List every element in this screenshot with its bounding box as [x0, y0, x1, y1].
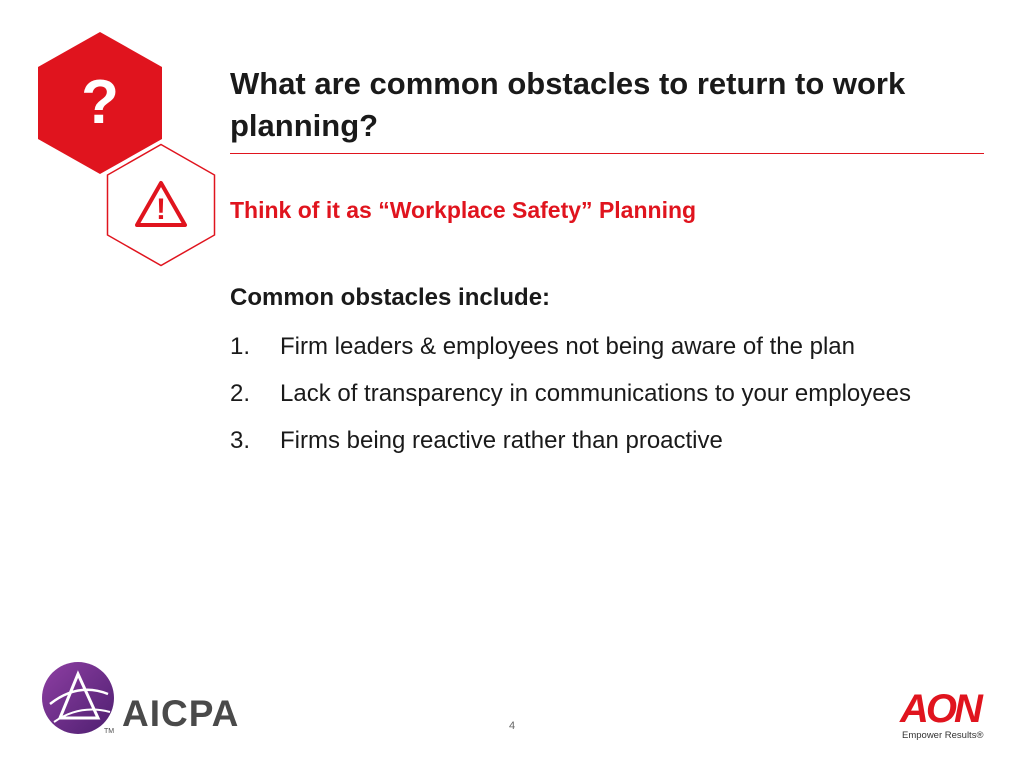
obstacle-item: [230, 326, 990, 367]
slide-title: What are common obstacles to return to work planning?: [230, 66, 906, 143]
obstacles-list: [230, 326, 990, 467]
aicpa-globe-icon: [40, 660, 116, 736]
warning-hexagon-icon: [106, 143, 216, 267]
question-mark-glyph: ?: [81, 68, 119, 137]
obstacle-number: 1.: [230, 333, 251, 360]
obstacle-text: Lack of transparency in communications to your employees: [280, 380, 911, 407]
exclamation-glyph: !: [156, 193, 166, 226]
aicpa-trademark: TM: [104, 728, 115, 735]
obstacle-text: Firms being reactive rather than proactive: [280, 427, 723, 454]
obstacle-text: Firm leaders & employees not being aware of the plan: [280, 333, 855, 360]
aicpa-logo: [40, 660, 250, 740]
obstacle-number: 3.: [230, 427, 251, 454]
obstacle-item: [230, 420, 990, 461]
slide-subtitle: Think of it as “Workplace Safety” Planning: [230, 197, 697, 223]
title-divider: [230, 153, 984, 154]
aon-tagline: Empower Results®: [902, 730, 984, 741]
aicpa-wordmark: AICPA: [122, 693, 240, 734]
aon-logo: [896, 688, 992, 748]
obstacle-number: 2.: [230, 380, 251, 407]
obstacles-intro: Common obstacles include:: [230, 284, 551, 311]
obstacle-item: [230, 373, 990, 414]
page-number: 4: [508, 720, 516, 732]
aon-wordmark: AON: [900, 687, 980, 731]
